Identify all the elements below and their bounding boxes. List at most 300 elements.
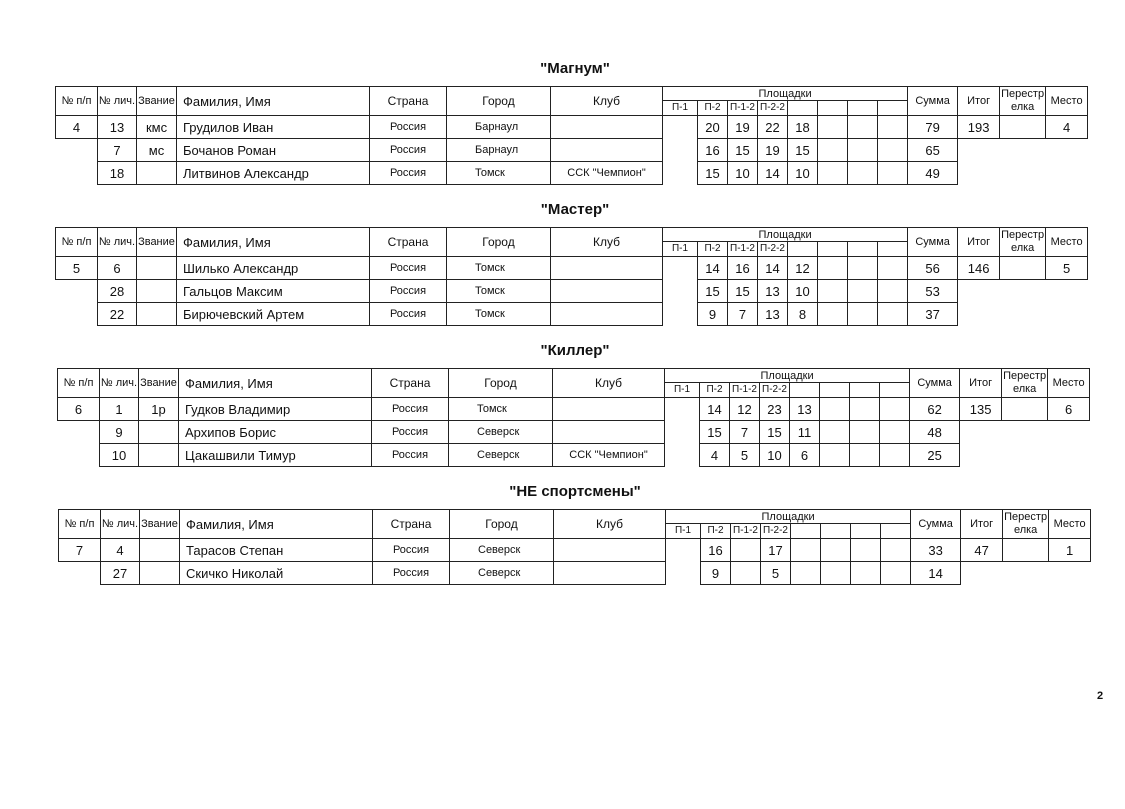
score-p12: 14 [758,257,788,280]
header-p2: П-2 [698,242,728,257]
header-ploshchadki: Площадки [665,369,910,383]
empty-cell [1000,139,1046,162]
header-city: Город [447,228,551,257]
score-empty-slot [878,116,908,139]
player-name: Цакашвили Тимур [179,444,372,467]
header-rank: Звание [137,228,177,257]
header-name: Фамилия, Имя [177,87,370,116]
player-city: Барнаул [447,116,551,139]
header-itog: Итог [960,369,1002,398]
header-p1: П-1 [665,383,700,398]
score-p12: 22 [758,116,788,139]
score-empty-slot [821,539,851,562]
team-number: 6 [58,398,100,421]
header-p1: П-1 [666,524,701,539]
header-name: Фамилия, Имя [179,369,372,398]
player-lic: 6 [98,257,137,280]
header-itog: Итог [958,87,1000,116]
header-p2: П-2 [698,101,728,116]
player-rank [139,444,179,467]
score-p22: 10 [788,280,818,303]
header-no: № п/п [58,369,100,398]
team-number: 5 [56,257,98,280]
team-mesto: 5 [1046,257,1088,280]
score-empty-slot [848,280,878,303]
player-name: Бирючевский Артем [177,303,370,326]
team-results-table [55,86,1088,185]
table-row [58,398,1090,421]
player-name: Тарасов Степан [180,539,373,562]
header-empty-slot [850,383,880,398]
header-mesto: Место [1046,228,1088,257]
header-empty-slot [821,524,851,539]
player-rank [140,539,180,562]
player-country: Россия [370,303,447,326]
score-empty-slot [818,162,848,185]
player-lic: 27 [101,562,140,585]
team-results-table [58,509,1091,585]
player-city: Северск [449,444,553,467]
player-rank [140,562,180,585]
score-empty-slot [878,257,908,280]
header-empty-slot [878,242,908,257]
empty-cell [1046,303,1088,326]
header-p22: П-2-2 [758,242,788,257]
header-country: Страна [370,87,447,116]
score-empty-slot [821,562,851,585]
player-summa: 14 [911,562,961,585]
empty-cell [1046,162,1088,185]
header-perestrelka: Перестрелка [1003,510,1049,539]
score-p22: 12 [788,257,818,280]
empty-cell [1000,162,1046,185]
header-city: Город [447,87,551,116]
header-no: № п/п [59,510,101,539]
score-empty-slot [848,257,878,280]
score-empty-slot [850,444,880,467]
empty-cell [961,562,1003,585]
score-empty-slot [878,139,908,162]
score-p2: 19 [728,116,758,139]
score-p22: 8 [788,303,818,326]
player-country: Россия [370,280,447,303]
score-empty-slot [880,421,910,444]
player-name: Грудилов Иван [177,116,370,139]
score-empty-slot [851,539,881,562]
team-number: 7 [59,539,101,562]
team-title: "Магнум" [540,60,610,77]
score-empty-slot [848,303,878,326]
header-mesto: Место [1048,369,1090,398]
team-title: "Мастер" [540,201,610,218]
score-p2: 16 [728,257,758,280]
score-p12: 13 [758,280,788,303]
empty-cell [58,421,100,444]
table-row [56,139,1088,162]
header-ploshchadki: Площадки [663,87,908,101]
header-lic: № лич. [100,369,139,398]
team-title: "НЕ спортсмены" [509,483,641,500]
header-club: Клуб [551,87,663,116]
empty-cell [663,257,698,280]
player-lic: 9 [100,421,139,444]
header-perestrelka: Перестрелка [1002,369,1048,398]
team-itog: 193 [958,116,1000,139]
score-empty-slot [851,562,881,585]
score-p1: 16 [701,539,731,562]
table-row [56,162,1088,185]
player-country: Россия [372,421,449,444]
empty-cell [1003,562,1049,585]
score-p2: 7 [730,421,760,444]
score-p12: 23 [760,398,790,421]
player-city: Северск [449,421,553,444]
score-p12: 13 [758,303,788,326]
team-perestrelka [1000,257,1046,280]
header-club: Клуб [551,228,663,257]
empty-cell [665,398,700,421]
score-p2: 7 [728,303,758,326]
score-empty-slot [818,280,848,303]
player-country: Россия [373,539,450,562]
player-summa: 53 [908,280,958,303]
header-rank: Звание [137,87,177,116]
player-club [551,280,663,303]
header-empty-slot [790,383,820,398]
empty-cell [666,539,701,562]
empty-cell [663,139,698,162]
header-summa: Сумма [908,87,958,116]
player-lic: 18 [98,162,137,185]
score-empty-slot [820,444,850,467]
header-p22: П-2-2 [760,383,790,398]
player-rank [137,257,177,280]
player-lic: 4 [101,539,140,562]
score-p1: 4 [700,444,730,467]
score-p1: 15 [698,162,728,185]
header-ploshchadki: Площадки [663,228,908,242]
player-club [551,257,663,280]
header-country: Страна [372,369,449,398]
player-city: Барнаул [447,139,551,162]
player-lic: 28 [98,280,137,303]
score-p22: 10 [788,162,818,185]
score-p1: 14 [698,257,728,280]
table-row [56,257,1088,280]
player-club [551,116,663,139]
empty-cell [665,444,700,467]
score-p22: 11 [790,421,820,444]
empty-cell [1049,562,1091,585]
header-empty-slot [788,242,818,257]
player-city: Томск [449,398,553,421]
player-summa: 79 [908,116,958,139]
player-name: Гальцов Максим [177,280,370,303]
player-rank [137,280,177,303]
header-p1: П-1 [663,242,698,257]
header-empty-slot [818,101,848,116]
header-no: № п/п [56,87,98,116]
player-name: Гудков Владимир [179,398,372,421]
player-city: Северск [450,539,554,562]
player-rank: мс [137,139,177,162]
player-club [554,539,666,562]
empty-cell [666,562,701,585]
empty-cell [56,303,98,326]
empty-cell [56,139,98,162]
empty-cell [663,303,698,326]
team-mesto: 4 [1046,116,1088,139]
player-city: Северск [450,562,554,585]
player-summa: 56 [908,257,958,280]
player-club [554,562,666,585]
score-empty-slot [818,257,848,280]
player-lic: 10 [100,444,139,467]
player-lic: 7 [98,139,137,162]
empty-cell [1002,444,1048,467]
player-country: Россия [372,444,449,467]
player-rank [137,303,177,326]
header-mesto: Место [1046,87,1088,116]
score-p1: 15 [700,421,730,444]
player-lic: 13 [98,116,137,139]
score-empty-slot [820,421,850,444]
player-rank: кмс [137,116,177,139]
score-p1: 20 [698,116,728,139]
header-itog: Итог [958,228,1000,257]
player-club [551,303,663,326]
team-itog: 146 [958,257,1000,280]
player-city: Томск [447,303,551,326]
player-country: Россия [370,162,447,185]
team-results-table [55,227,1088,326]
score-empty-slot [850,421,880,444]
score-empty-slot [848,116,878,139]
header-ploshchadki: Площадки [666,510,911,524]
empty-cell [1048,444,1090,467]
header-empty-slot [880,383,910,398]
header-p2: П-2 [701,524,731,539]
header-p12: П-1-2 [730,383,760,398]
header-lic: № лич. [98,87,137,116]
empty-cell [665,421,700,444]
team-mesto: 1 [1049,539,1091,562]
header-empty-slot [818,242,848,257]
score-p2: 10 [728,162,758,185]
header-name: Фамилия, Имя [180,510,373,539]
player-name: Архипов Борис [179,421,372,444]
empty-cell [1046,139,1088,162]
table-row [56,303,1088,326]
score-p1: 15 [698,280,728,303]
header-summa: Сумма [911,510,961,539]
table-row [56,280,1088,303]
team-mesto: 6 [1048,398,1090,421]
table-row [59,539,1091,562]
score-p2 [731,539,761,562]
empty-cell [958,280,1000,303]
score-p2 [731,562,761,585]
header-p12: П-1-2 [731,524,761,539]
score-empty-slot [818,116,848,139]
table-row [58,444,1090,467]
empty-cell [1048,421,1090,444]
empty-cell [958,139,1000,162]
score-empty-slot [881,539,911,562]
score-p2: 5 [730,444,760,467]
score-empty-slot [820,398,850,421]
header-perestrelka: Перестрелка [1000,87,1046,116]
score-p12: 19 [758,139,788,162]
player-city: Томск [447,162,551,185]
empty-cell [960,421,1002,444]
empty-cell [56,162,98,185]
header-empty-slot [788,101,818,116]
empty-cell [960,444,1002,467]
score-empty-slot [881,562,911,585]
player-club: ССК "Чемпион" [553,444,665,467]
header-p22: П-2-2 [758,101,788,116]
empty-cell [56,280,98,303]
empty-cell [663,280,698,303]
header-empty-slot [851,524,881,539]
score-p1: 9 [701,562,731,585]
team-perestrelka [1000,116,1046,139]
score-p12: 14 [758,162,788,185]
player-lic: 1 [100,398,139,421]
empty-cell [663,162,698,185]
header-summa: Сумма [908,228,958,257]
score-p1: 9 [698,303,728,326]
table-row [59,562,1091,585]
header-city: Город [450,510,554,539]
header-empty-slot [791,524,821,539]
header-no: № п/п [56,228,98,257]
score-p22 [791,539,821,562]
header-p12: П-1-2 [728,242,758,257]
team-itog: 47 [961,539,1003,562]
score-p22: 15 [788,139,818,162]
score-p1: 14 [700,398,730,421]
player-city: Томск [447,257,551,280]
player-rank [139,421,179,444]
header-p12: П-1-2 [728,101,758,116]
score-empty-slot [818,303,848,326]
empty-cell [958,303,1000,326]
header-p2: П-2 [700,383,730,398]
team-results-table [57,368,1090,467]
score-p12: 5 [761,562,791,585]
page-number: 2 [1097,690,1104,702]
empty-cell [1046,280,1088,303]
score-p22: 18 [788,116,818,139]
score-p22: 6 [790,444,820,467]
player-club: ССК "Чемпион" [551,162,663,185]
score-p12: 17 [761,539,791,562]
score-empty-slot [878,280,908,303]
team-title: "Киллер" [540,342,610,359]
header-lic: № лич. [101,510,140,539]
table-row [56,116,1088,139]
team-number: 4 [56,116,98,139]
header-itog: Итог [961,510,1003,539]
header-country: Страна [373,510,450,539]
header-empty-slot [881,524,911,539]
score-p2: 15 [728,139,758,162]
player-lic: 22 [98,303,137,326]
player-country: Россия [370,116,447,139]
score-empty-slot [880,398,910,421]
score-p12: 10 [760,444,790,467]
header-mesto: Место [1049,510,1091,539]
score-p12: 15 [760,421,790,444]
empty-cell [1002,421,1048,444]
player-city: Томск [447,280,551,303]
player-summa: 49 [908,162,958,185]
team-itog: 135 [960,398,1002,421]
header-summa: Сумма [910,369,960,398]
header-p22: П-2-2 [761,524,791,539]
empty-cell [958,162,1000,185]
header-empty-slot [878,101,908,116]
empty-cell [1000,303,1046,326]
score-p2: 15 [728,280,758,303]
header-p1: П-1 [663,101,698,116]
table-row [58,421,1090,444]
player-country: Россия [372,398,449,421]
header-rank: Звание [140,510,180,539]
score-empty-slot [848,162,878,185]
player-summa: 33 [911,539,961,562]
header-club: Клуб [553,369,665,398]
header-empty-slot [848,101,878,116]
player-summa: 25 [910,444,960,467]
score-empty-slot [880,444,910,467]
header-empty-slot [820,383,850,398]
player-name: Скичко Николай [180,562,373,585]
header-country: Страна [370,228,447,257]
score-empty-slot [850,398,880,421]
player-name: Шилько Александр [177,257,370,280]
header-empty-slot [848,242,878,257]
score-empty-slot [818,139,848,162]
player-club [551,139,663,162]
player-rank: 1р [139,398,179,421]
score-p2: 12 [730,398,760,421]
score-p1: 16 [698,139,728,162]
player-country: Россия [373,562,450,585]
player-name: Бочанов Роман [177,139,370,162]
score-empty-slot [848,139,878,162]
header-club: Клуб [554,510,666,539]
player-country: Россия [370,139,447,162]
player-club [553,398,665,421]
score-empty-slot [878,303,908,326]
player-summa: 62 [910,398,960,421]
player-name: Литвинов Александр [177,162,370,185]
empty-cell [1000,280,1046,303]
header-city: Город [449,369,553,398]
header-lic: № лич. [98,228,137,257]
empty-cell [59,562,101,585]
header-name: Фамилия, Имя [177,228,370,257]
header-rank: Звание [139,369,179,398]
player-club [553,421,665,444]
header-perestrelka: Перестрелка [1000,228,1046,257]
player-summa: 48 [910,421,960,444]
score-empty-slot [878,162,908,185]
empty-cell [663,116,698,139]
